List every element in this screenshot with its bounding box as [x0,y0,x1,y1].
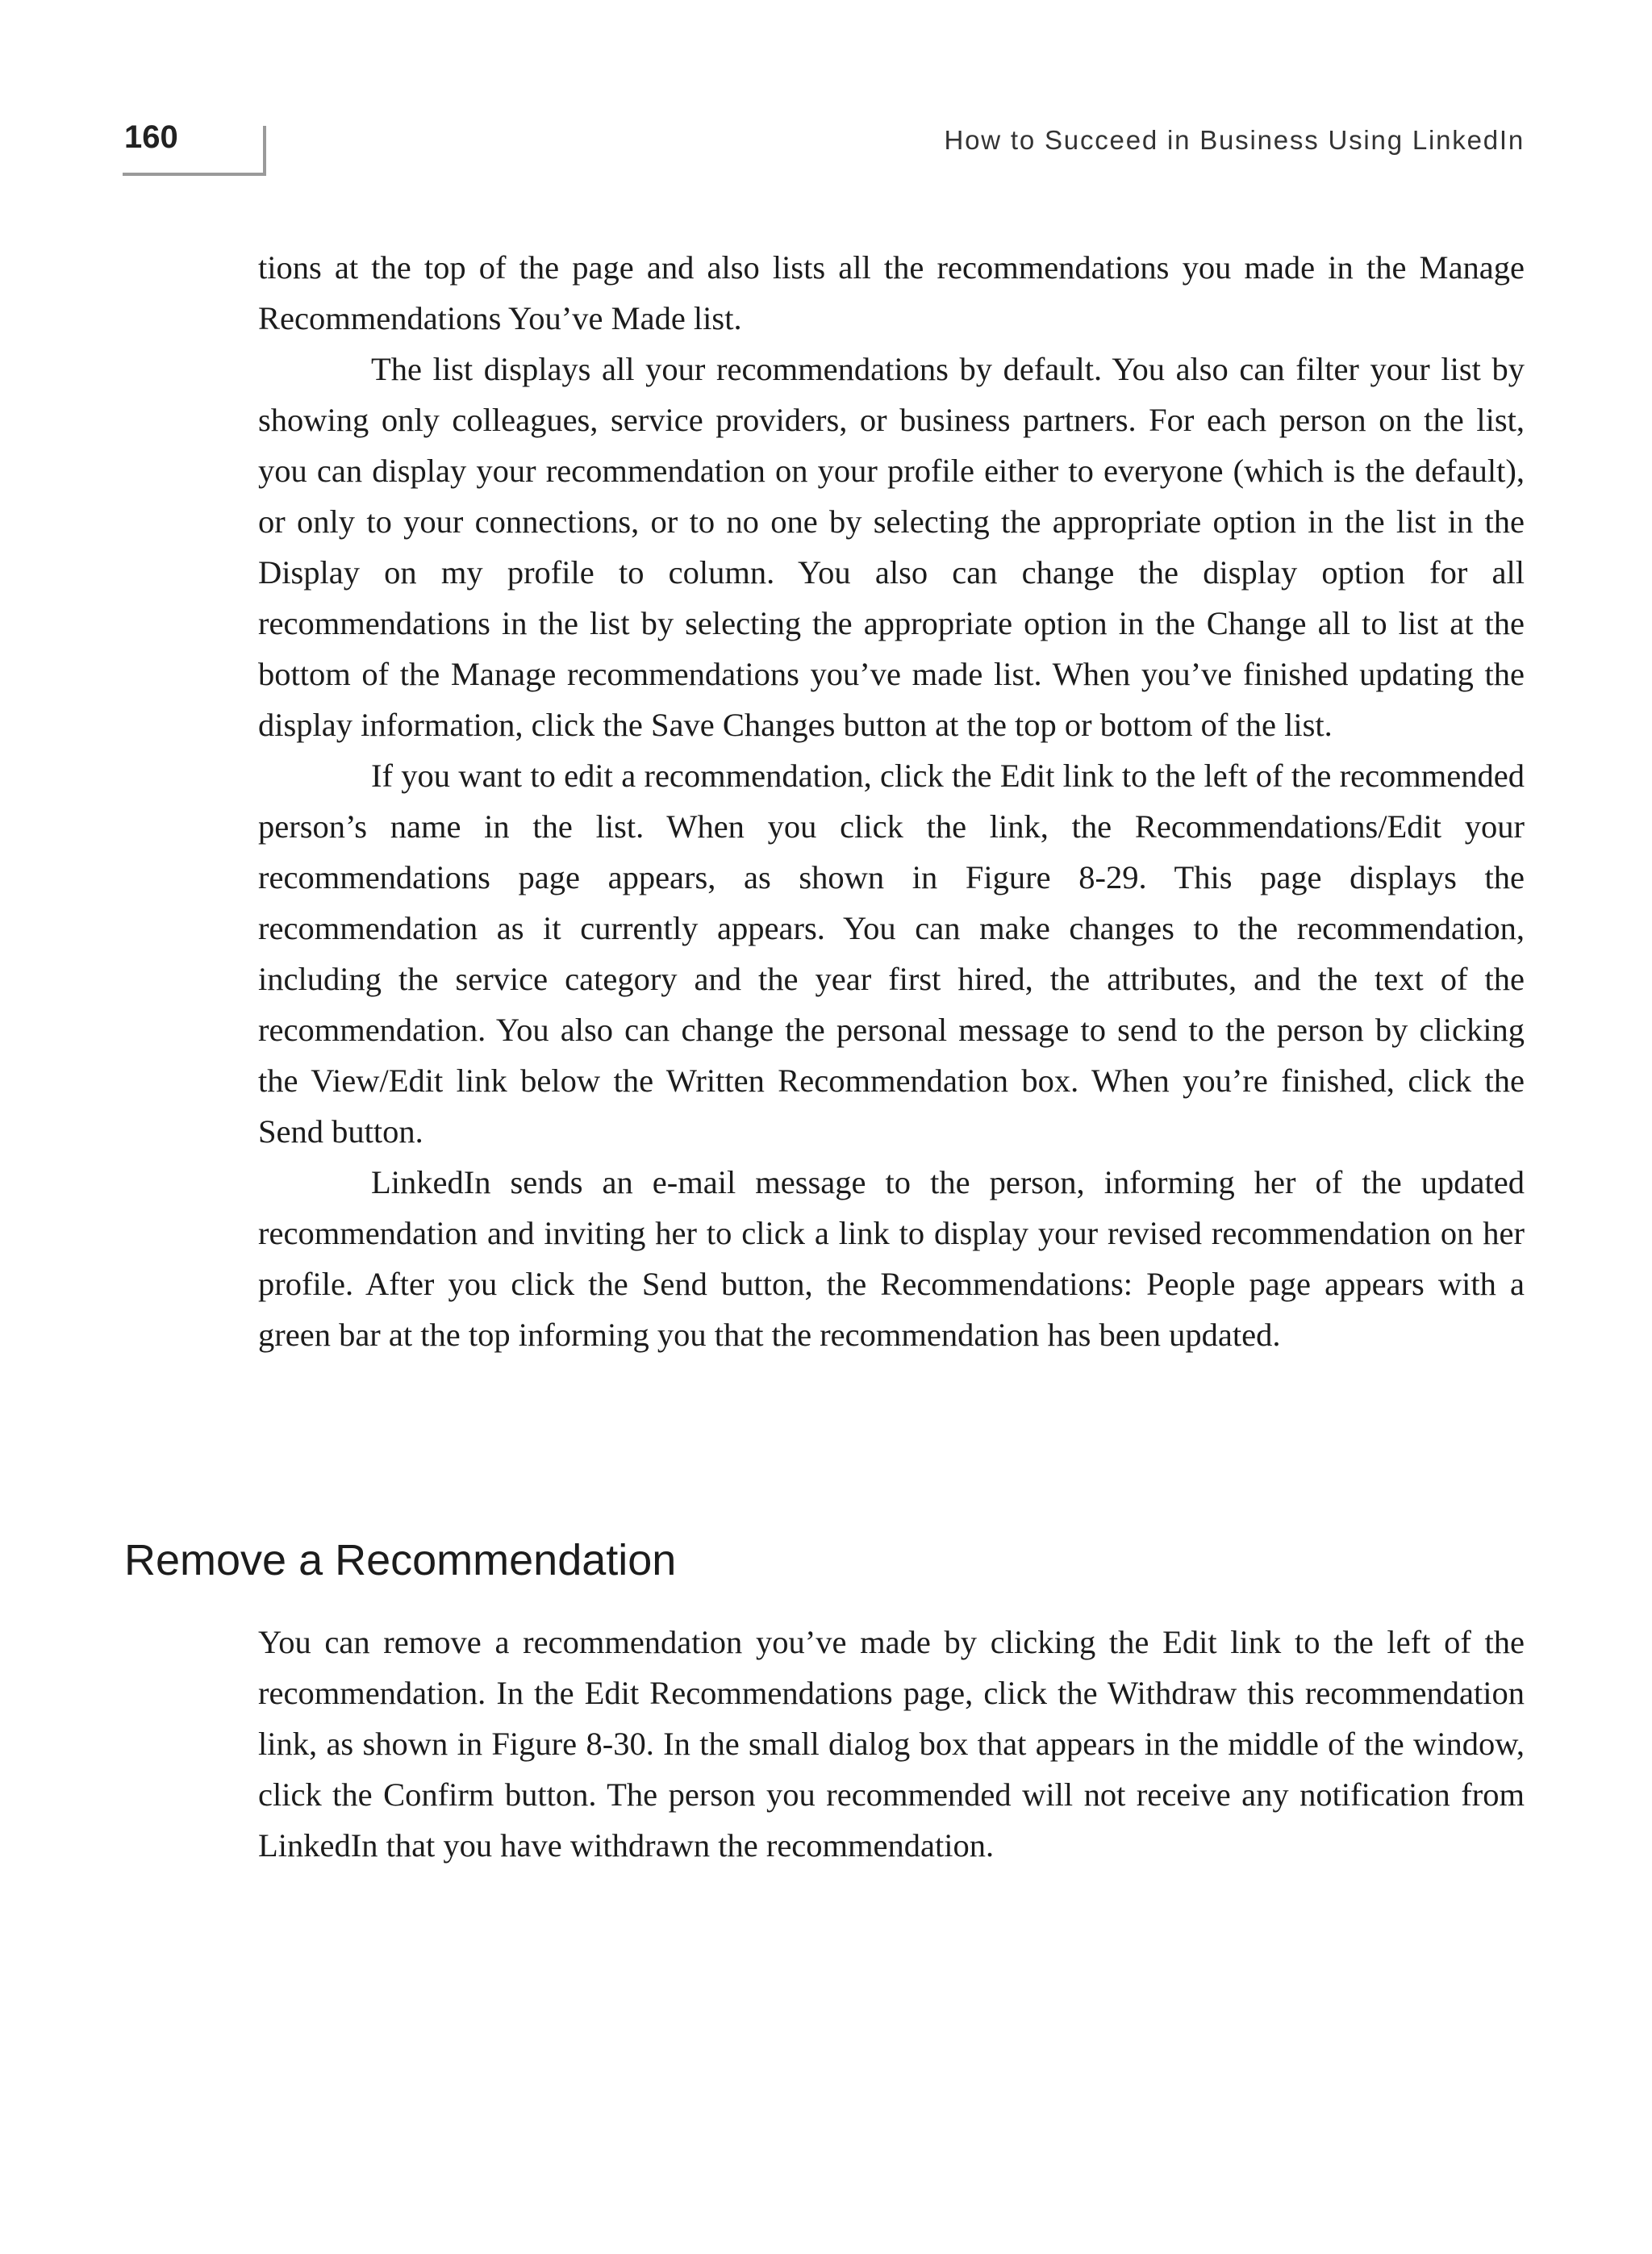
section-body [258,1617,1525,1871]
paragraph-filter-list: The list displays all your recommendations by default. You also can filter your list by showing only colleagues, service providers, or business partners. For each person on the list, you can display your recommendation on your profile either to everyone (which is the default), or only to your connections, or to no one by selecting the appropriate option in the list in the Display on my profile to column. You also can change the display option for all recommendations in the list by selecting the appropriate option in the Change all to list at the bottom of the Manage recommendations you’ve made list. When you’ve finished updating the display information, click the Save Changes button at the top or bottom of the list. [258,351,1525,743]
paragraph-continued: tions at the top of the page and also lists all the recommendations you made in the Manage Recommendations You’ve Made list. [258,249,1525,336]
paragraph-remove-recommendation: You can remove a recommendation you’ve made by clicking the Edit link to the left of the recommendation. In the Edit Recommendations page, click the Withdraw this recommendation link, as shown in Figure 8-30. In the small dialog box that appears in the middle of the window, click the Confirm button. The person you recommended will not receive any notification from LinkedIn that you have withdrawn the recommendation. [258,1624,1525,1864]
body-text [258,242,1525,1360]
page-number: 160 [124,119,178,155]
running-head-title: How to Succeed in Business Using LinkedIn [944,125,1525,155]
section-heading: Remove a Recommendation [124,1536,677,1584]
folio-rule-vertical [263,126,266,176]
folio-rule-horizontal [123,173,266,176]
paragraph-edit-recommendation: If you want to edit a recommendation, click the Edit link to the left of the recommended person’s name in the list. When you click the link, the Recommendations/Edit your recommendations page appears, as shown in Figure 8-29. This page displays the recommendation as it currently appears. You can make changes to the recommendation, including the service category and the year first hired, the attributes, and the text of the recommendation. You also can change the personal message to send to the person by clicking the View/Edit link below the Written Recommendation box. When you’re finished, click the Send button. [258,758,1525,1150]
paragraph-linkedin-notification: LinkedIn sends an e-mail message to the person, informing her of the updated recommendation and inviting her to click a link to display your revised recommendation on her profile. After you click the Send button, the Recommendations: People page appears with a green bar at the top informing you that the recommendation has been updated. [258,1164,1525,1353]
